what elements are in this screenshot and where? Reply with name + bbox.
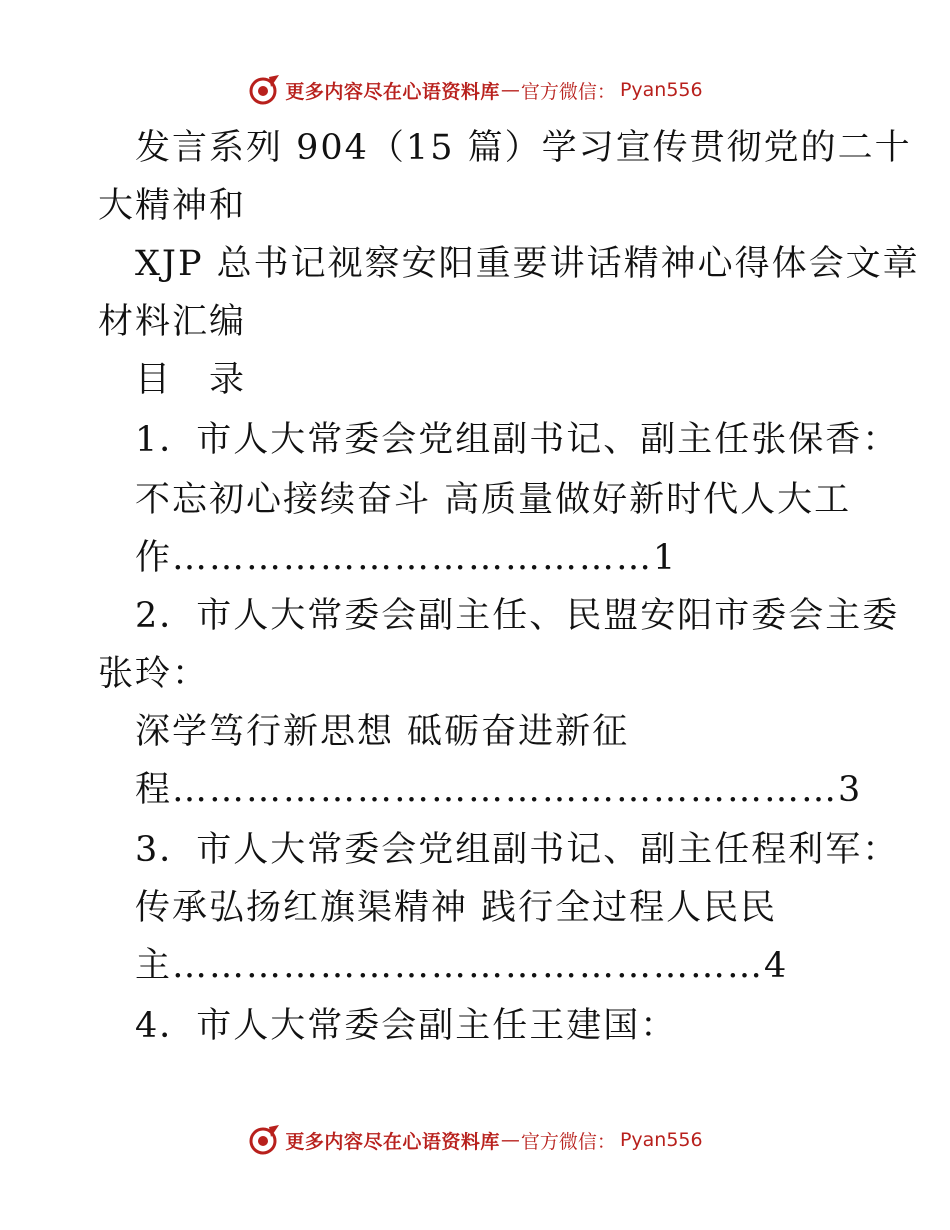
toc-entry-2-speaker: 2．市人大常委会副主任、民盟安阳市委会主委 xyxy=(135,596,900,636)
footer-watermark-banner xyxy=(0,1120,950,1160)
banner-dash: — xyxy=(500,79,520,101)
banner-official-label: 官方微信： xyxy=(520,1130,616,1153)
doc-title-line-3: XJP 总书记视察安阳重要讲话精神心得体会文章 xyxy=(135,244,920,284)
doc-title-line-1: 发言系列 904（15 篇）学习宣传贯彻党的二十 xyxy=(135,128,912,168)
banner-dash: — xyxy=(500,1129,520,1151)
toc-entry-3-title: 传承弘扬红旗渠精神 践行全过程人民民 xyxy=(135,888,778,928)
toc-entry-2-title: 深学笃行新思想 砥砺奋进新征 xyxy=(135,712,630,752)
banner-official-label: 官方微信： xyxy=(520,80,616,103)
toc-entry-2-speaker-cont: 张玲： xyxy=(98,654,210,694)
banner-wechat-id: Pyan556 xyxy=(619,1129,703,1151)
pen-logo-icon xyxy=(247,73,281,107)
toc-heading: 目 录 xyxy=(135,360,247,400)
toc-entry-4-speaker: 4．市人大常委会副主任王建国： xyxy=(135,1006,678,1046)
banner-main-text: 更多内容尽在心语资料库 xyxy=(285,1130,500,1153)
toc-entry-3-page: 主…………………………………………4 xyxy=(135,946,789,986)
toc-entry-1-page: 作…………………………………1 xyxy=(135,538,678,578)
doc-title-line-2: 大精神和 xyxy=(98,186,247,226)
toc-entry-1-speaker: 1．市人大常委会党组副书记、副主任张保香： xyxy=(135,420,900,460)
toc-entry-3-speaker: 3．市人大常委会党组副书记、副主任程利军： xyxy=(135,830,900,870)
banner-main-text: 更多内容尽在心语资料库 xyxy=(285,80,500,103)
banner-wechat-id: Pyan556 xyxy=(619,79,703,101)
header-watermark-banner xyxy=(0,70,950,110)
doc-title-line-4: 材料汇编 xyxy=(98,302,247,342)
toc-entry-2-page: 程………………………………………………3 xyxy=(135,770,863,810)
toc-entry-1-title: 不忘初心接续奋斗 高质量做好新时代人大工 xyxy=(135,480,852,520)
pen-logo-icon xyxy=(247,1123,281,1157)
